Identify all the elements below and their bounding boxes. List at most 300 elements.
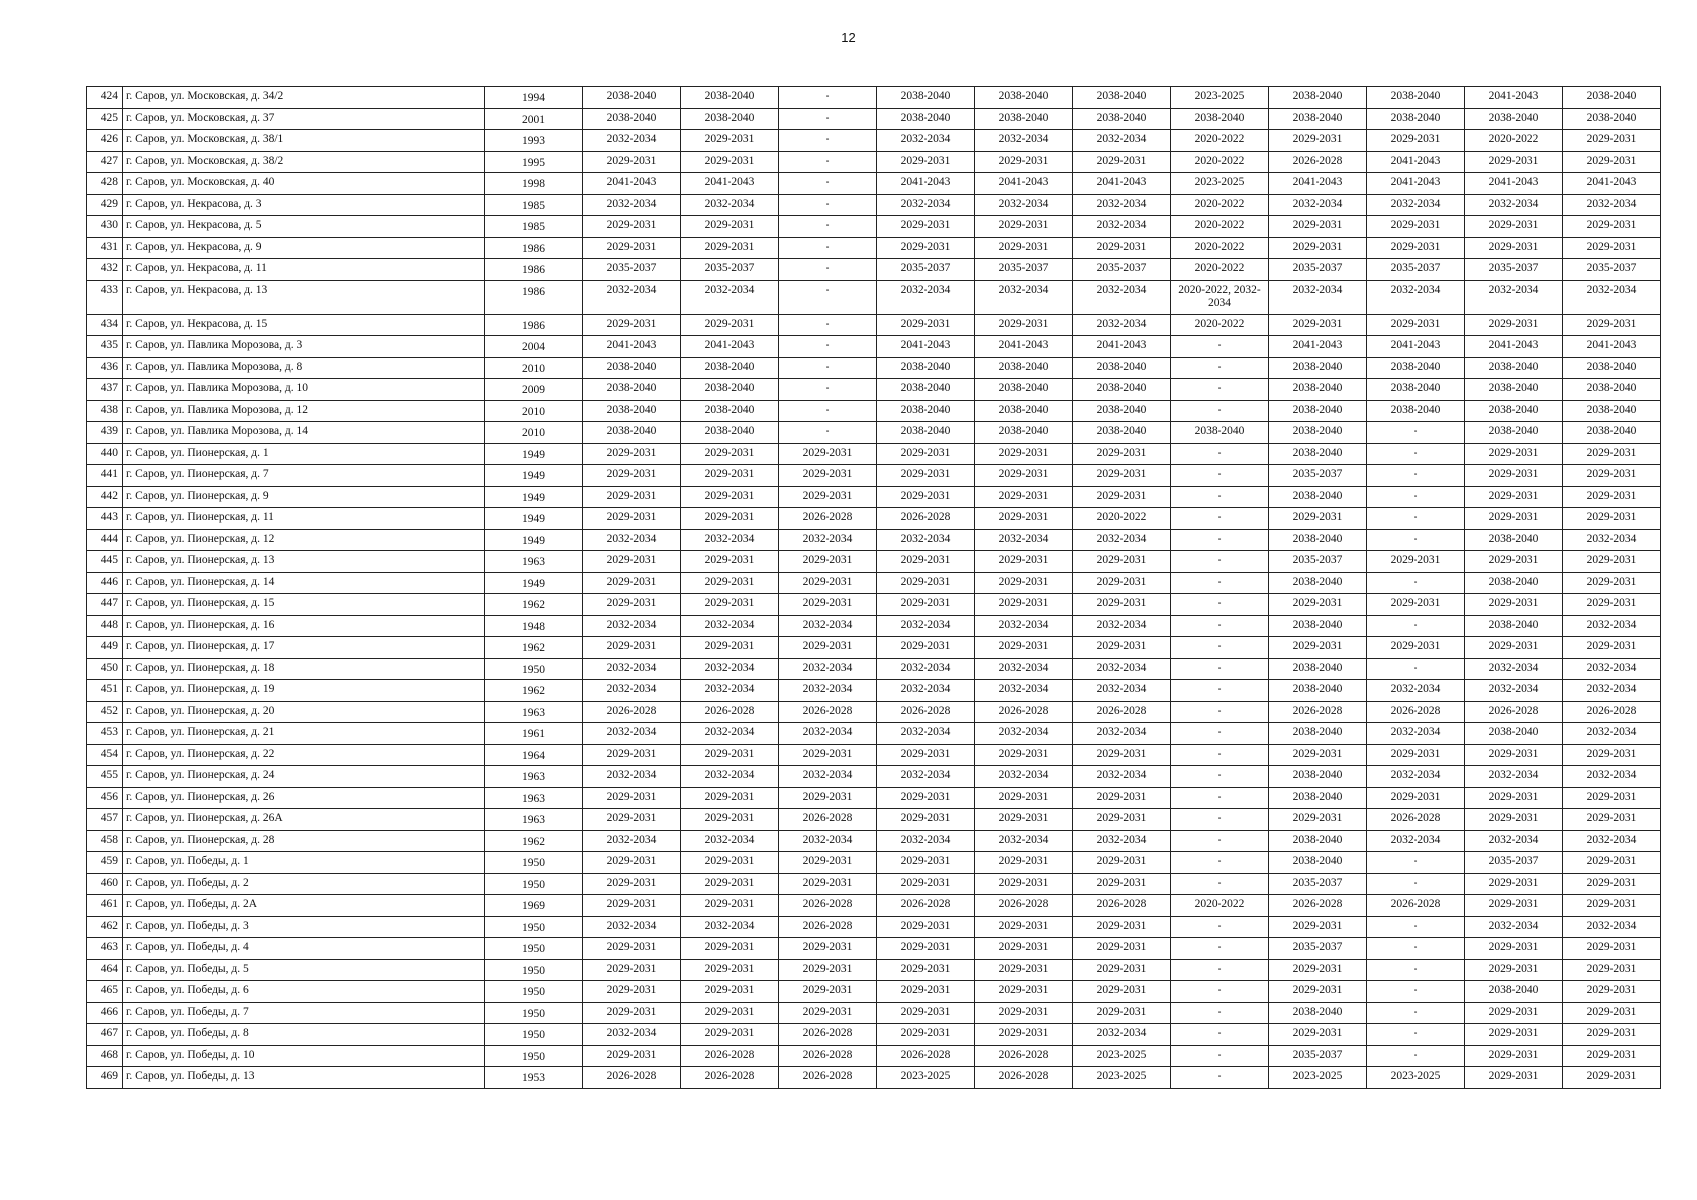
period-cell: 2032-2034 — [1073, 529, 1171, 551]
period-cell: 2029-2031 — [877, 809, 975, 831]
address-cell: г. Саров, ул. Пионерская, д. 24 — [123, 766, 485, 788]
period-cell: - — [1171, 465, 1269, 487]
period-cell: 2029-2031 — [1563, 787, 1661, 809]
period-cell: 2029-2031 — [681, 1002, 779, 1024]
period-cell: 2029-2031 — [583, 637, 681, 659]
table-row — [87, 336, 1661, 358]
period-cell: 2020-2022 — [1073, 508, 1171, 530]
period-cell: 2032-2034 — [975, 723, 1073, 745]
period-cell: - — [779, 237, 877, 259]
address-cell: г. Саров, ул. Пионерская, д. 26А — [123, 809, 485, 831]
period-cell: 2032-2034 — [877, 680, 975, 702]
period-cell: 2032-2034 — [877, 723, 975, 745]
year-cell: 1998 — [485, 173, 583, 195]
period-cell: 2032-2034 — [1465, 280, 1563, 314]
period-cell: 2038-2040 — [877, 400, 975, 422]
period-cell: 2038-2040 — [1465, 529, 1563, 551]
period-cell: 2029-2031 — [1465, 486, 1563, 508]
period-cell: 2029-2031 — [877, 572, 975, 594]
address-cell: г. Саров, ул. Пионерская, д. 9 — [123, 486, 485, 508]
address-cell: г. Саров, ул. Пионерская, д. 15 — [123, 594, 485, 616]
row-number-cell: 460 — [87, 873, 123, 895]
period-cell: 2035-2037 — [1269, 259, 1367, 281]
period-cell: 2041-2043 — [1367, 173, 1465, 195]
period-cell: 2029-2031 — [1465, 508, 1563, 530]
period-cell: 2038-2040 — [1367, 108, 1465, 130]
period-cell: 2029-2031 — [1563, 486, 1661, 508]
period-cell: - — [1171, 572, 1269, 594]
period-cell: 2026-2028 — [1367, 809, 1465, 831]
period-cell: 2026-2028 — [1563, 701, 1661, 723]
period-cell: 2038-2040 — [1073, 422, 1171, 444]
address-cell: г. Саров, ул. Павлика Морозова, д. 3 — [123, 336, 485, 358]
period-cell: 2029-2031 — [975, 1002, 1073, 1024]
period-cell: 2038-2040 — [1563, 87, 1661, 109]
period-cell: 2032-2034 — [583, 1024, 681, 1046]
period-cell: 2029-2031 — [779, 486, 877, 508]
period-cell: 2032-2034 — [877, 615, 975, 637]
period-cell: 2029-2031 — [583, 486, 681, 508]
period-cell: 2032-2034 — [681, 916, 779, 938]
period-cell: - — [779, 314, 877, 336]
table-row — [87, 637, 1661, 659]
table-row — [87, 314, 1661, 336]
period-cell: 2029-2031 — [779, 551, 877, 573]
table-row — [87, 400, 1661, 422]
address-cell: г. Саров, ул. Пионерская, д. 14 — [123, 572, 485, 594]
period-cell: 2032-2034 — [975, 529, 1073, 551]
period-cell: 2029-2031 — [779, 465, 877, 487]
period-cell: 2026-2028 — [779, 508, 877, 530]
period-cell: 2029-2031 — [779, 443, 877, 465]
table-row — [87, 173, 1661, 195]
period-cell: 2032-2034 — [975, 130, 1073, 152]
row-number-cell: 444 — [87, 529, 123, 551]
period-cell: - — [779, 216, 877, 238]
period-cell: 2029-2031 — [779, 938, 877, 960]
period-cell: 2029-2031 — [1465, 594, 1563, 616]
period-cell: - — [1171, 938, 1269, 960]
period-cell: 2029-2031 — [975, 572, 1073, 594]
period-cell: 2029-2031 — [1465, 1067, 1563, 1089]
period-cell: 2026-2028 — [1465, 701, 1563, 723]
period-cell: 2032-2034 — [583, 658, 681, 680]
year-cell: 1964 — [485, 744, 583, 766]
period-cell: 2032-2034 — [1073, 1024, 1171, 1046]
period-cell: 2038-2040 — [1269, 723, 1367, 745]
period-cell: 2029-2031 — [1367, 594, 1465, 616]
period-cell: 2038-2040 — [681, 379, 779, 401]
row-number-cell: 428 — [87, 173, 123, 195]
period-cell: 2029-2031 — [1563, 572, 1661, 594]
table-row — [87, 766, 1661, 788]
period-cell: 2041-2043 — [975, 173, 1073, 195]
row-number-cell: 452 — [87, 701, 123, 723]
period-cell: 2029-2031 — [1073, 443, 1171, 465]
period-cell: - — [779, 357, 877, 379]
period-cell: 2029-2031 — [1563, 130, 1661, 152]
year-cell: 1950 — [485, 658, 583, 680]
table-row — [87, 981, 1661, 1003]
period-cell: 2032-2034 — [1563, 529, 1661, 551]
year-cell: 1963 — [485, 809, 583, 831]
period-cell: 2038-2040 — [975, 87, 1073, 109]
period-cell: 2029-2031 — [877, 486, 975, 508]
period-cell: 2038-2040 — [975, 379, 1073, 401]
year-cell: 1963 — [485, 787, 583, 809]
period-cell: - — [1171, 379, 1269, 401]
period-cell: 2029-2031 — [1465, 551, 1563, 573]
table-row — [87, 529, 1661, 551]
period-cell: 2029-2031 — [1073, 916, 1171, 938]
period-cell: 2029-2031 — [681, 959, 779, 981]
period-cell: 2029-2031 — [681, 1024, 779, 1046]
period-cell: 2032-2034 — [1563, 658, 1661, 680]
period-cell: 2038-2040 — [1465, 357, 1563, 379]
period-cell: 2029-2031 — [1563, 895, 1661, 917]
period-cell: 2032-2034 — [975, 280, 1073, 314]
period-cell: 2032-2034 — [1073, 194, 1171, 216]
period-cell: 2032-2034 — [1563, 680, 1661, 702]
row-number-cell: 440 — [87, 443, 123, 465]
row-number-cell: 442 — [87, 486, 123, 508]
period-cell: 2038-2040 — [1465, 615, 1563, 637]
period-cell: 2029-2031 — [1367, 551, 1465, 573]
period-cell: 2029-2031 — [779, 1002, 877, 1024]
period-cell: 2029-2031 — [583, 572, 681, 594]
period-cell: 2029-2031 — [1563, 938, 1661, 960]
period-cell: 2029-2031 — [779, 873, 877, 895]
period-cell: 2032-2034 — [681, 194, 779, 216]
period-cell: 2038-2040 — [681, 422, 779, 444]
period-cell: 2038-2040 — [1465, 981, 1563, 1003]
row-number-cell: 451 — [87, 680, 123, 702]
period-cell: 2032-2034 — [583, 529, 681, 551]
period-cell: 2026-2028 — [877, 895, 975, 917]
table-row — [87, 465, 1661, 487]
period-cell: - — [1367, 981, 1465, 1003]
period-cell: 2041-2043 — [1367, 151, 1465, 173]
period-cell: 2029-2031 — [681, 873, 779, 895]
period-cell: 2023-2025 — [877, 1067, 975, 1089]
period-cell: 2035-2037 — [1269, 938, 1367, 960]
year-cell: 1963 — [485, 766, 583, 788]
period-cell: 2032-2034 — [779, 680, 877, 702]
table-row — [87, 895, 1661, 917]
period-cell: 2032-2034 — [583, 916, 681, 938]
address-cell: г. Саров, ул. Пионерская, д. 17 — [123, 637, 485, 659]
address-cell: г. Саров, ул. Пионерская, д. 7 — [123, 465, 485, 487]
period-cell: 2029-2031 — [779, 594, 877, 616]
period-cell: 2032-2034 — [1073, 130, 1171, 152]
period-cell: 2029-2031 — [1073, 1002, 1171, 1024]
period-cell: - — [1367, 1045, 1465, 1067]
period-cell: 2032-2034 — [1367, 194, 1465, 216]
period-cell: 2032-2034 — [877, 830, 975, 852]
row-number-cell: 447 — [87, 594, 123, 616]
row-number-cell: 455 — [87, 766, 123, 788]
period-cell: 2029-2031 — [1465, 314, 1563, 336]
period-cell: 2032-2034 — [779, 658, 877, 680]
period-cell: 2032-2034 — [877, 766, 975, 788]
period-cell: 2032-2034 — [1367, 280, 1465, 314]
table-row — [87, 194, 1661, 216]
row-number-cell: 430 — [87, 216, 123, 238]
year-cell: 1986 — [485, 280, 583, 314]
year-cell: 2009 — [485, 379, 583, 401]
period-cell: 2026-2028 — [1269, 895, 1367, 917]
period-cell: 2029-2031 — [877, 314, 975, 336]
period-cell: - — [1171, 615, 1269, 637]
period-cell: 2038-2040 — [1465, 400, 1563, 422]
period-cell: 2026-2028 — [975, 895, 1073, 917]
row-number-cell: 424 — [87, 87, 123, 109]
period-cell: 2029-2031 — [975, 314, 1073, 336]
period-cell: 2029-2031 — [583, 744, 681, 766]
period-cell: 2029-2031 — [1563, 1045, 1661, 1067]
period-cell: 2026-2028 — [779, 1067, 877, 1089]
address-cell: г. Саров, ул. Победы, д. 3 — [123, 916, 485, 938]
period-cell: 2038-2040 — [975, 108, 1073, 130]
period-cell: 2029-2031 — [1563, 151, 1661, 173]
period-cell: 2038-2040 — [1563, 400, 1661, 422]
period-cell: 2029-2031 — [1269, 744, 1367, 766]
period-cell: 2029-2031 — [583, 594, 681, 616]
period-cell: 2029-2031 — [1367, 314, 1465, 336]
period-cell: - — [1171, 873, 1269, 895]
period-cell: - — [1367, 615, 1465, 637]
table-row — [87, 379, 1661, 401]
period-cell: 2029-2031 — [1367, 216, 1465, 238]
year-cell: 1993 — [485, 130, 583, 152]
period-cell: 2029-2031 — [1073, 787, 1171, 809]
period-cell: - — [1171, 336, 1269, 358]
period-cell: 2029-2031 — [1367, 787, 1465, 809]
period-cell: 2026-2028 — [1073, 895, 1171, 917]
address-cell: г. Саров, ул. Пионерская, д. 26 — [123, 787, 485, 809]
period-cell: 2038-2040 — [1269, 830, 1367, 852]
row-number-cell: 429 — [87, 194, 123, 216]
period-cell: 2038-2040 — [1073, 379, 1171, 401]
table-row — [87, 443, 1661, 465]
period-cell: 2032-2034 — [1563, 766, 1661, 788]
year-cell: 1986 — [485, 314, 583, 336]
period-cell: 2032-2034 — [779, 529, 877, 551]
period-cell: 2038-2040 — [1269, 357, 1367, 379]
table-row — [87, 572, 1661, 594]
period-cell: 2029-2031 — [583, 1002, 681, 1024]
period-cell: 2029-2031 — [583, 465, 681, 487]
period-cell: 2032-2034 — [1465, 766, 1563, 788]
period-cell: 2038-2040 — [1073, 108, 1171, 130]
period-cell: 2032-2034 — [1073, 216, 1171, 238]
period-cell: 2029-2031 — [1367, 637, 1465, 659]
period-cell: 2029-2031 — [681, 314, 779, 336]
period-cell: - — [1171, 744, 1269, 766]
period-cell: 2029-2031 — [681, 895, 779, 917]
period-cell: 2032-2034 — [975, 830, 1073, 852]
address-cell: г. Саров, ул. Победы, д. 2 — [123, 873, 485, 895]
period-cell: 2038-2040 — [1269, 658, 1367, 680]
period-cell: 2032-2034 — [975, 766, 1073, 788]
period-cell: 2029-2031 — [975, 809, 1073, 831]
period-cell: 2029-2031 — [1367, 130, 1465, 152]
period-cell: 2038-2040 — [583, 108, 681, 130]
year-cell: 1985 — [485, 194, 583, 216]
table-row — [87, 130, 1661, 152]
year-cell: 1950 — [485, 1045, 583, 1067]
address-cell: г. Саров, ул. Победы, д. 7 — [123, 1002, 485, 1024]
row-number-cell: 459 — [87, 852, 123, 874]
period-cell: 2020-2022 — [1171, 895, 1269, 917]
period-cell: - — [1171, 680, 1269, 702]
table-body — [87, 87, 1661, 1089]
period-cell: 2029-2031 — [1073, 594, 1171, 616]
period-cell: 2029-2031 — [681, 486, 779, 508]
period-cell: 2026-2028 — [1269, 701, 1367, 723]
period-cell: 2035-2037 — [583, 259, 681, 281]
period-cell: 2032-2034 — [583, 280, 681, 314]
table-row — [87, 938, 1661, 960]
table-row — [87, 259, 1661, 281]
period-cell: 2032-2034 — [1367, 723, 1465, 745]
repair-schedule-table — [86, 86, 1661, 1089]
period-cell: 2035-2037 — [1073, 259, 1171, 281]
period-cell: 2029-2031 — [583, 873, 681, 895]
table-row — [87, 87, 1661, 109]
period-cell: - — [1367, 422, 1465, 444]
period-cell: 2032-2034 — [681, 615, 779, 637]
period-cell: 2032-2034 — [1563, 280, 1661, 314]
period-cell: - — [1171, 1002, 1269, 1024]
table-row — [87, 216, 1661, 238]
period-cell: 2029-2031 — [583, 959, 681, 981]
period-cell: 2026-2028 — [1367, 895, 1465, 917]
table-row — [87, 594, 1661, 616]
row-number-cell: 457 — [87, 809, 123, 831]
period-cell: 2038-2040 — [1269, 87, 1367, 109]
period-cell: 2032-2034 — [1367, 830, 1465, 852]
table-row — [87, 151, 1661, 173]
period-cell: 2038-2040 — [1367, 400, 1465, 422]
period-cell: 2038-2040 — [1269, 787, 1367, 809]
address-cell: г. Саров, ул. Павлика Морозова, д. 10 — [123, 379, 485, 401]
row-number-cell: 437 — [87, 379, 123, 401]
period-cell: 2029-2031 — [779, 852, 877, 874]
period-cell: - — [1171, 486, 1269, 508]
page-number: 12 — [841, 30, 856, 45]
row-number-cell: 438 — [87, 400, 123, 422]
period-cell: 2041-2043 — [583, 173, 681, 195]
period-cell: 2026-2028 — [975, 1045, 1073, 1067]
row-number-cell: 435 — [87, 336, 123, 358]
address-cell: г. Саров, ул. Павлика Морозова, д. 14 — [123, 422, 485, 444]
period-cell: 2029-2031 — [681, 237, 779, 259]
period-cell: 2029-2031 — [681, 744, 779, 766]
period-cell: 2026-2028 — [779, 916, 877, 938]
address-cell: г. Саров, ул. Павлика Морозова, д. 12 — [123, 400, 485, 422]
row-number-cell: 467 — [87, 1024, 123, 1046]
period-cell: 2029-2031 — [1563, 637, 1661, 659]
period-cell: 2032-2034 — [681, 680, 779, 702]
year-cell: 1950 — [485, 981, 583, 1003]
period-cell: 2029-2031 — [583, 237, 681, 259]
year-cell: 2010 — [485, 400, 583, 422]
period-cell: 2029-2031 — [975, 151, 1073, 173]
row-number-cell: 436 — [87, 357, 123, 379]
period-cell: 2029-2031 — [1269, 959, 1367, 981]
address-cell: г. Саров, ул. Пионерская, д. 11 — [123, 508, 485, 530]
period-cell: - — [1171, 1045, 1269, 1067]
period-cell: 2029-2031 — [1465, 959, 1563, 981]
address-cell: г. Саров, ул. Некрасова, д. 3 — [123, 194, 485, 216]
period-cell: 2029-2031 — [877, 744, 975, 766]
period-cell: 2029-2031 — [975, 852, 1073, 874]
period-cell: 2029-2031 — [1563, 314, 1661, 336]
period-cell: - — [1171, 766, 1269, 788]
table-row — [87, 615, 1661, 637]
year-cell: 2004 — [485, 336, 583, 358]
period-cell: 2029-2031 — [1269, 594, 1367, 616]
period-cell: 2029-2031 — [877, 938, 975, 960]
period-cell: 2038-2040 — [1073, 87, 1171, 109]
period-cell: - — [1367, 658, 1465, 680]
address-cell: г. Саров, ул. Победы, д. 2А — [123, 895, 485, 917]
period-cell: 2029-2031 — [1563, 594, 1661, 616]
period-cell: 2038-2040 — [1465, 108, 1563, 130]
row-number-cell: 450 — [87, 658, 123, 680]
period-cell: 2029-2031 — [975, 594, 1073, 616]
period-cell: - — [779, 336, 877, 358]
year-cell: 1986 — [485, 237, 583, 259]
period-cell: 2026-2028 — [681, 701, 779, 723]
period-cell: 2032-2034 — [877, 529, 975, 551]
address-cell: г. Саров, ул. Пионерская, д. 1 — [123, 443, 485, 465]
period-cell: 2038-2040 — [1367, 87, 1465, 109]
year-cell: 2010 — [485, 357, 583, 379]
table-row — [87, 1045, 1661, 1067]
period-cell: 2038-2040 — [583, 400, 681, 422]
row-number-cell: 449 — [87, 637, 123, 659]
period-cell: 2032-2034 — [1465, 680, 1563, 702]
period-cell: 2029-2031 — [877, 852, 975, 874]
period-cell: 2029-2031 — [877, 637, 975, 659]
period-cell: 2020-2022 — [1171, 194, 1269, 216]
period-cell: 2038-2040 — [1073, 357, 1171, 379]
row-number-cell: 446 — [87, 572, 123, 594]
period-cell: 2029-2031 — [877, 151, 975, 173]
period-cell: 2023-2025 — [1367, 1067, 1465, 1089]
row-number-cell: 426 — [87, 130, 123, 152]
row-number-cell: 456 — [87, 787, 123, 809]
period-cell: 2029-2031 — [1563, 1002, 1661, 1024]
address-cell: г. Саров, ул. Некрасова, д. 11 — [123, 259, 485, 281]
period-cell: 2032-2034 — [681, 830, 779, 852]
year-cell: 2001 — [485, 108, 583, 130]
period-cell: 2032-2034 — [1073, 658, 1171, 680]
table-row — [87, 959, 1661, 981]
period-cell: 2029-2031 — [877, 1024, 975, 1046]
address-cell: г. Саров, ул. Пионерская, д. 19 — [123, 680, 485, 702]
period-cell: 2038-2040 — [877, 108, 975, 130]
period-cell: 2029-2031 — [779, 572, 877, 594]
period-cell: 2038-2040 — [1171, 422, 1269, 444]
period-cell: 2029-2031 — [681, 465, 779, 487]
period-cell: - — [1171, 701, 1269, 723]
period-cell: 2038-2040 — [1563, 108, 1661, 130]
period-cell: 2038-2040 — [1269, 443, 1367, 465]
period-cell: - — [1171, 529, 1269, 551]
